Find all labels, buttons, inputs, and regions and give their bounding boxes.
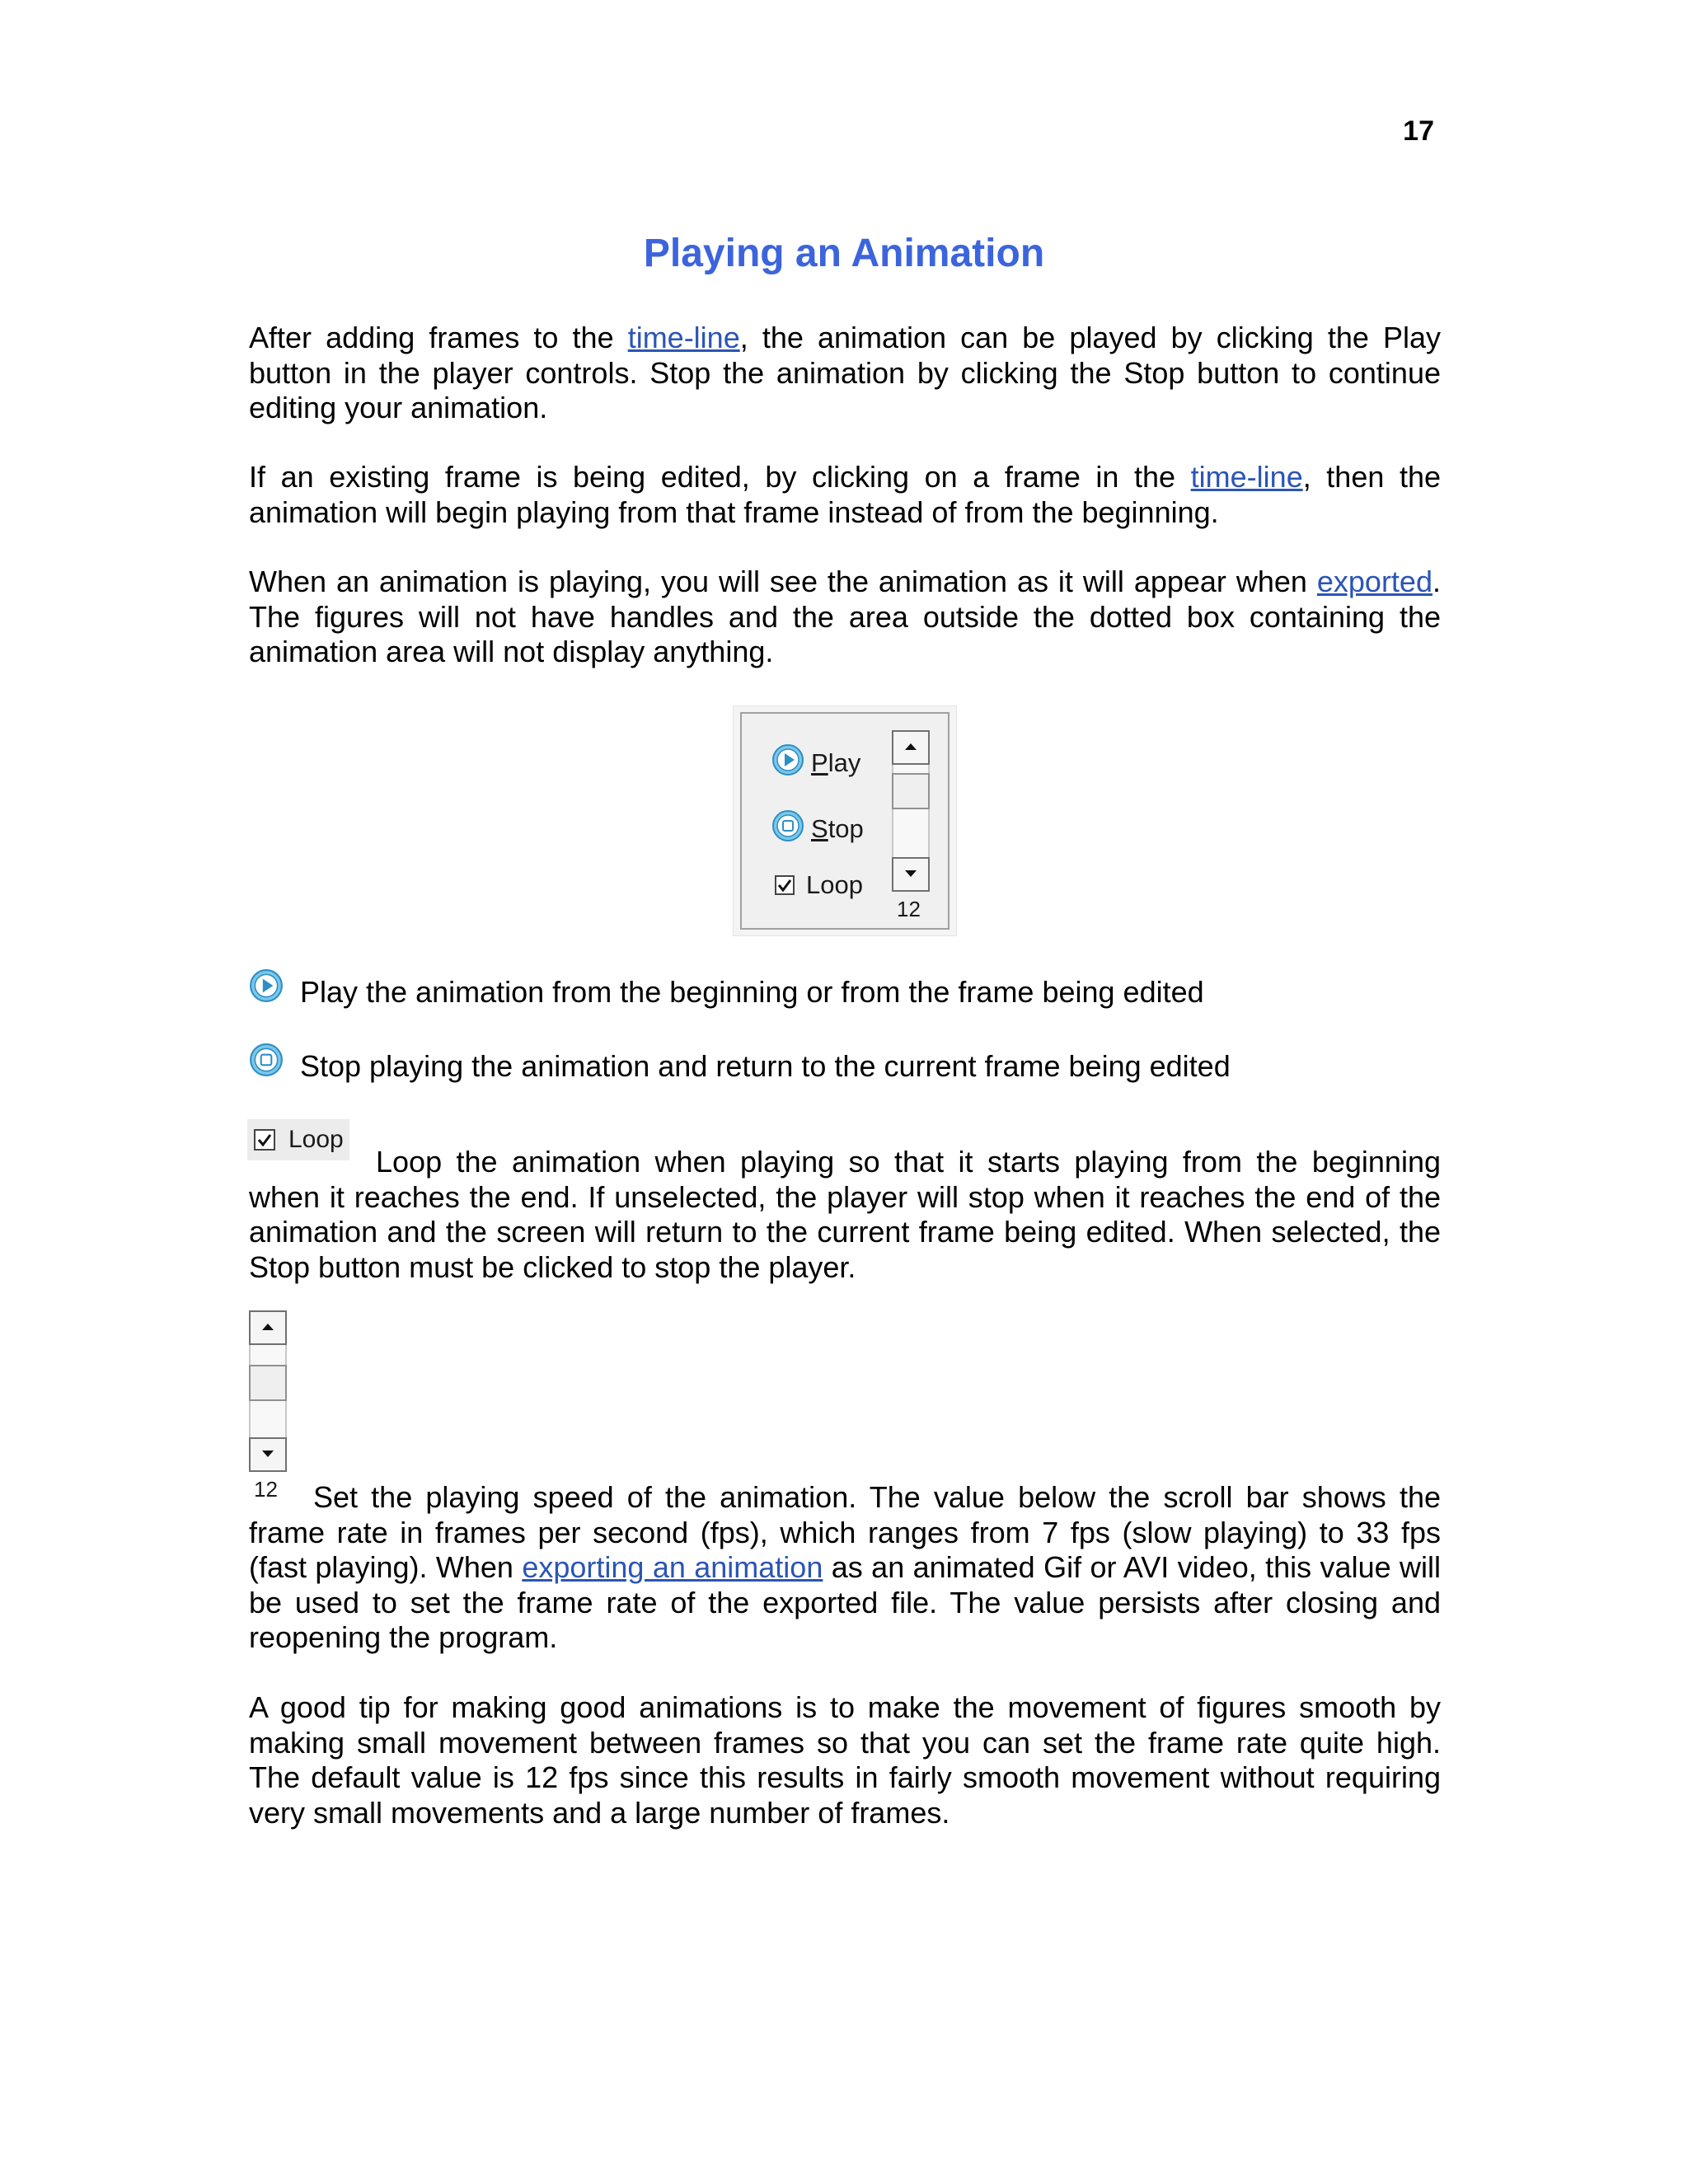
- arrow-down-icon: [904, 867, 917, 882]
- stop-button[interactable]: [771, 809, 864, 849]
- arrow-down-icon: [261, 1447, 274, 1462]
- player-controls-panel: [733, 705, 957, 936]
- play-description: Play the animation from the beginning or from the frame being edited: [300, 975, 1204, 1009]
- scroll-thumb: [249, 1365, 287, 1401]
- speed-value: 12: [254, 1477, 278, 1502]
- time-line-link[interactable]: time-line: [627, 321, 740, 354]
- scroll-down-button: [249, 1437, 287, 1472]
- play-button-mnemonic: P: [811, 748, 828, 777]
- scroll-thumb[interactable]: [892, 773, 930, 809]
- stop-description: Stop playing the animation and return to the current frame being edited: [300, 1049, 1231, 1083]
- checkbox-checked-icon: [775, 875, 795, 895]
- speed-scrollbar-sample-bar: [249, 1310, 287, 1472]
- page-title: Playing an Animation: [643, 232, 1045, 275]
- paragraph-existing-frame-text-b: , then the animation will begin playing from that frame instead of from the beginning.: [249, 460, 1441, 529]
- arrow-up-icon: [261, 1320, 274, 1335]
- paragraph-intro: [249, 321, 1441, 426]
- play-icon: [771, 743, 804, 783]
- stop-button-mnemonic: S: [811, 814, 828, 843]
- paragraph-speed: [249, 1480, 1441, 1656]
- stop-icon: [249, 1043, 284, 1085]
- fps-value: 12: [897, 897, 921, 921]
- time-line-link-2[interactable]: time-line: [1190, 460, 1303, 494]
- exported-link[interactable]: exported: [1316, 565, 1432, 598]
- scroll-up-button: [249, 1310, 287, 1345]
- loop-checkbox[interactable]: [775, 870, 863, 900]
- paragraph-intro-text-b: , the animation can be played by clicking the Play button in the player controls. Stop the animation by clicking the Stop button to continue editing your animation.: [249, 321, 1442, 424]
- paragraph-loop: Loop the animation when playing so that it starts playing from the beginning when it reaches the end. If unselected, the player will stop when it reaches the end of the animation and the screen will return to the current frame being edited. When selected, the Stop button must be clicked to stop the player.: [249, 1145, 1441, 1284]
- paragraph-speed-text-b: as an animated Gif or AVI video, this value will be used to set the frame rate of the exported file. The value persists after closing and reopening the program.: [249, 1550, 1441, 1654]
- paragraph-existing-frame-text-a: If an existing frame is being edited, by clicking on a frame in the: [249, 460, 1191, 494]
- page-number: 17: [1403, 115, 1434, 147]
- arrow-up-icon: [904, 740, 917, 755]
- loop-chip-label: Loop: [288, 1126, 344, 1153]
- paragraph-playing-text-a: When an animation is playing, you will see the animation as it will appear when: [249, 565, 1317, 598]
- play-button[interactable]: [771, 743, 860, 783]
- player-controls-frame: [740, 712, 950, 930]
- stop-icon: [771, 809, 804, 849]
- paragraph-playing-text-b: . The figures will not have handles and the area outside the dotted box containing the animation area will not display anything.: [249, 565, 1441, 668]
- loop-checkbox-label: Loop: [806, 870, 863, 899]
- paragraph-playing: [249, 565, 1441, 670]
- paragraph-existing-frame: [249, 460, 1441, 530]
- paragraph-speed-text-a: Set the playing speed of the animation. The value below the scroll bar shows the frame rate in frames per second (fps), which ranges from 7 fps (slow playing) to 33 fps (fast playing). When: [249, 1480, 1441, 1584]
- paragraph-intro-text-a: After adding frames to the: [249, 321, 628, 354]
- scroll-down-button[interactable]: [892, 857, 930, 892]
- speed-scrollbar[interactable]: [892, 730, 930, 892]
- play-description-row: [249, 968, 1204, 1010]
- exporting-animation-link[interactable]: exporting an animation: [522, 1550, 823, 1584]
- paragraph-tip: A good tip for making good animations is to make the movement of figures smooth by making small movement between frames so that you can set the frame rate quite high. The default value is 12 fps since this results in fairly smooth movement without requiring very small movements and a large number of frames.: [249, 1690, 1441, 1830]
- play-button-label: lay: [828, 748, 861, 777]
- stop-button-label: top: [828, 814, 864, 843]
- stop-description-row: [249, 1043, 1231, 1085]
- play-icon: [249, 968, 284, 1010]
- scroll-up-button[interactable]: [892, 730, 930, 765]
